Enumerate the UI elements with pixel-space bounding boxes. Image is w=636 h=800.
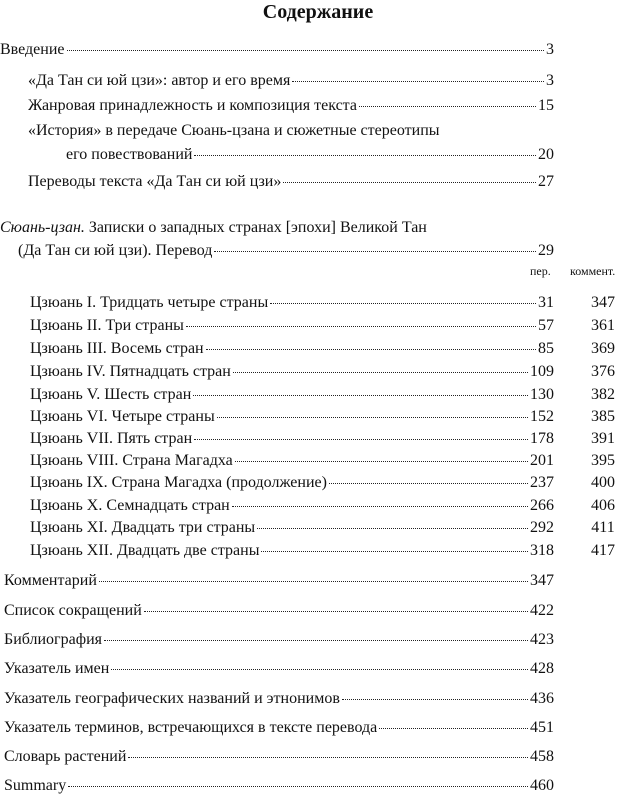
toc-page-number: 266: [530, 497, 554, 514]
toc-entry-intro-genre[interactable]: [28, 96, 554, 116]
toc-entry-chapter-4[interactable]: [30, 362, 554, 382]
dot-leader: [261, 551, 528, 552]
dot-leader: [68, 786, 528, 787]
dot-leader: [128, 757, 528, 758]
toc-page-number: 109: [530, 363, 554, 380]
dot-leader: [186, 326, 536, 327]
dot-leader: [104, 640, 528, 641]
toc-entry-chapter-6[interactable]: [30, 407, 554, 427]
toc-page-number: 318: [530, 542, 554, 559]
toc-entry-chapter-11[interactable]: [30, 518, 554, 538]
toc-label: Цзюань X. Семнадцать стран: [30, 497, 230, 514]
toc-page-number: 3: [546, 41, 554, 58]
dot-leader: [111, 669, 528, 670]
dot-leader: [329, 483, 528, 484]
toc-entry-index-geography[interactable]: [4, 689, 554, 709]
commentary-page-number: 395: [591, 452, 615, 469]
dot-leader: [359, 106, 536, 107]
toc-entry-intro-history-line1: «История» в передаче Сюань-цзана и сюжетные стереотипы: [28, 122, 440, 139]
toc-entry-index-names[interactable]: [4, 659, 554, 679]
dot-leader: [232, 506, 528, 507]
column-header-commentary: коммент.: [570, 264, 616, 278]
commentary-page-number: 391: [591, 430, 615, 447]
toc-label: Комментарий: [4, 572, 97, 589]
toc-label: Цзюань III. Восемь стран: [30, 340, 204, 357]
dot-leader: [193, 395, 528, 396]
toc-entry-summary[interactable]: [4, 776, 554, 796]
toc-entry-chapter-7[interactable]: [30, 429, 554, 449]
toc-entry-index-terms[interactable]: [4, 718, 554, 738]
toc-entry-chapter-12[interactable]: [30, 541, 554, 561]
toc-page-number: 428: [530, 660, 554, 677]
toc-page-number: 20: [538, 146, 554, 163]
toc-label: Цзюань IX. Страна Магадха (продолжение): [30, 474, 327, 491]
toc-entry-translation[interactable]: [18, 241, 554, 261]
toc-label: Summary: [4, 777, 67, 794]
toc-page-number: 3: [546, 72, 554, 89]
dot-leader: [379, 728, 528, 729]
toc-label: Цзюань VI. Четыре страны: [30, 408, 215, 425]
toc-entry-intro-translations[interactable]: [28, 172, 554, 192]
toc-page-number: 451: [530, 719, 554, 736]
toc-label: Цзюань II. Три страны: [30, 317, 184, 334]
toc-page-number: 292: [530, 519, 554, 536]
toc-entry-intro-author[interactable]: [28, 71, 554, 91]
toc-label: Цзюань VII. Пять стран: [30, 430, 193, 447]
toc-page-number: 201: [530, 452, 554, 469]
dot-leader: [99, 581, 528, 582]
toc-entry-chapter-8[interactable]: [30, 451, 554, 471]
toc-entry-bibliography[interactable]: [4, 630, 554, 650]
commentary-page-number: 411: [591, 519, 615, 536]
dot-leader: [233, 372, 528, 373]
toc-label: Цзюань IV. Пятнадцать стран: [30, 363, 231, 380]
toc-page-number: 31: [538, 294, 554, 311]
toc-label: Список сокращений: [4, 602, 142, 619]
dot-leader: [194, 439, 528, 440]
toc-page-number: 347: [530, 572, 554, 589]
toc-page-number: 436: [530, 690, 554, 707]
dot-leader: [67, 50, 545, 51]
toc-entry-chapter-5[interactable]: [30, 385, 554, 405]
toc-label: «Да Тан си юй цзи»: автор и его время: [28, 72, 291, 89]
toc-page-number: 29: [538, 242, 554, 259]
toc-label: Цзюань XI. Двадцать три страны: [30, 519, 256, 536]
page-title: Содержание: [262, 1, 374, 23]
toc-entry-chapter-2[interactable]: [30, 316, 554, 336]
dot-leader: [194, 155, 536, 156]
toc-page-number: 460: [530, 777, 554, 794]
commentary-page-number: 361: [591, 317, 615, 334]
toc-page-number: 130: [530, 386, 554, 403]
toc-label: Жанровая принадлежность и композиция текста: [28, 97, 357, 114]
commentary-page-number: 347: [591, 294, 615, 311]
toc-label: Цзюань XII. Двадцать две страны: [30, 542, 260, 559]
toc-entry-chapter-3[interactable]: [30, 339, 554, 359]
dot-leader: [257, 528, 528, 529]
commentary-page-number: 417: [591, 542, 615, 559]
toc-label: Библиография: [4, 631, 102, 648]
toc-page-number: 422: [530, 602, 554, 619]
toc-entry-introduction[interactable]: [0, 40, 554, 60]
toc-label: его повествований: [66, 146, 193, 163]
toc-entry-commentary[interactable]: [4, 571, 554, 591]
toc-page-number: 15: [538, 97, 554, 114]
dot-leader: [283, 182, 536, 183]
toc-entry-chapter-1[interactable]: [30, 293, 554, 313]
toc-page-number: 423: [530, 631, 554, 648]
toc-label: (Да Тан си юй цзи). Перевод: [18, 242, 213, 259]
author-name: Сюань-цзан.: [0, 219, 85, 236]
dot-leader: [342, 699, 528, 700]
toc-page-number: 27: [538, 173, 554, 190]
commentary-page-number: 369: [591, 340, 615, 357]
commentary-page-number: 406: [591, 497, 615, 514]
toc-page-number: 152: [530, 408, 554, 425]
toc-page-number: 57: [538, 317, 554, 334]
commentary-page-number: 376: [591, 363, 615, 380]
dot-leader: [206, 349, 536, 350]
dot-leader: [235, 461, 528, 462]
toc-label: Переводы текста «Да Тан си юй цзи»: [28, 173, 282, 190]
toc-label: Указатель терминов, встречающихся в тексте перевода: [4, 719, 378, 736]
toc-label: Словарь растений: [4, 748, 127, 765]
toc-label: Цзюань I. Тридцать четыре страны: [30, 294, 269, 311]
commentary-page-number: 400: [591, 474, 615, 491]
toc-entry-translation-line1: [0, 218, 427, 238]
toc-page-number: 458: [530, 748, 554, 765]
toc-entry-intro-history[interactable]: [66, 145, 554, 165]
toc-page-number: 178: [530, 430, 554, 447]
dot-leader: [214, 251, 536, 252]
toc-label: Цзюань V. Шесть стран: [30, 386, 192, 403]
commentary-page-number: 382: [591, 386, 615, 403]
toc-label: Цзюань VIII. Страна Магадха: [30, 452, 233, 469]
toc-label: Введение: [0, 41, 65, 58]
dot-leader: [217, 417, 528, 418]
column-header-translation: пер.: [530, 264, 551, 278]
toc-entry-chapter-10[interactable]: [30, 496, 554, 516]
toc-label: Указатель географических названий и этнонимов: [4, 690, 340, 707]
toc-page-number: 237: [530, 474, 554, 491]
toc-label: Указатель имен: [4, 660, 110, 677]
commentary-page-number: 385: [591, 408, 615, 425]
dot-leader: [292, 81, 544, 82]
toc-entry-plants[interactable]: [4, 747, 554, 767]
dot-leader: [144, 611, 528, 612]
dot-leader: [270, 303, 536, 304]
translation-title-part1: Записки о западных странах [эпохи] Великой Тан: [84, 219, 427, 236]
toc-entry-chapter-9[interactable]: [30, 473, 554, 493]
toc-entry-abbreviations[interactable]: [4, 601, 554, 621]
toc-page-number: 85: [538, 340, 554, 357]
